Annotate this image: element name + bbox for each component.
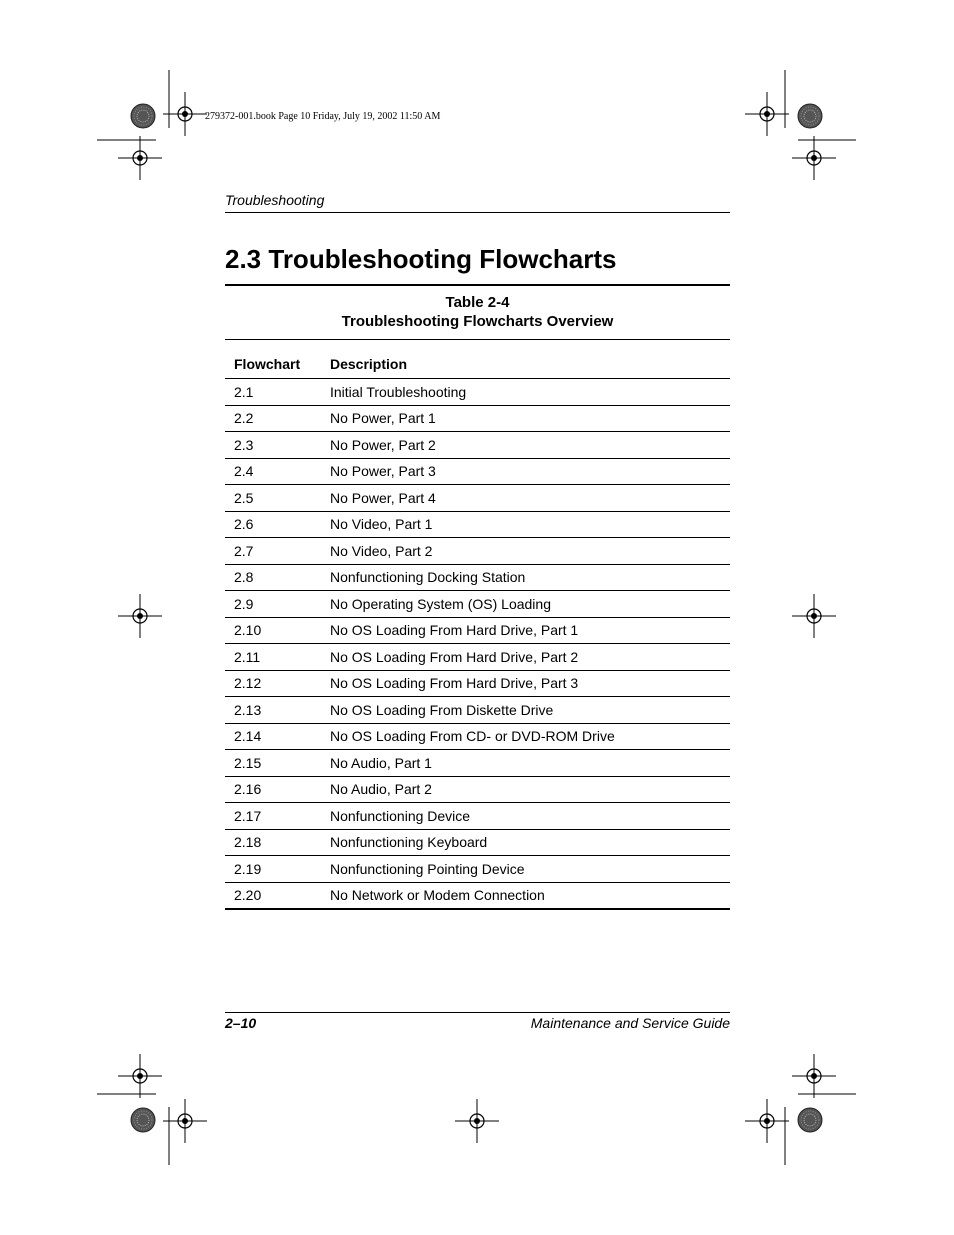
flowchart-description: Nonfunctioning Pointing Device <box>330 856 730 883</box>
page-title: 2.3 Troubleshooting Flowcharts <box>225 244 617 274</box>
table-caption-number: Table 2-4 <box>445 294 510 311</box>
table-row <box>225 670 730 697</box>
table-row <box>225 511 730 538</box>
flowchart-number: 2.10 <box>225 617 330 644</box>
flowchart-description: No OS Loading From Hard Drive, Part 2 <box>330 644 730 671</box>
table-row <box>225 432 730 459</box>
flowchart-number: 2.9 <box>225 591 330 618</box>
flowchart-description: Initial Troubleshooting <box>330 379 730 406</box>
flowchart-description: Nonfunctioning Device <box>330 803 730 830</box>
flowchart-description: No Power, Part 1 <box>330 405 730 432</box>
flowchart-description: No Power, Part 2 <box>330 432 730 459</box>
registration-mark <box>792 594 836 638</box>
flowchart-number: 2.4 <box>225 458 330 485</box>
caption-rule <box>225 339 730 340</box>
flowchart-description: No Operating System (OS) Loading <box>330 591 730 618</box>
registration-mark <box>792 136 836 180</box>
table-row <box>225 485 730 512</box>
flowchart-number: 2.1 <box>225 379 330 406</box>
table-row <box>225 882 730 909</box>
flowchart-number: 2.2 <box>225 405 330 432</box>
table-caption-title: Troubleshooting Flowcharts Overview <box>341 313 614 330</box>
registration-mark <box>163 92 207 136</box>
registration-mark <box>118 136 162 180</box>
column-header-flowchart: Flowchart <box>225 350 330 379</box>
flowchart-description: No OS Loading From Diskette Drive <box>330 697 730 724</box>
table-row <box>225 564 730 591</box>
table-row <box>225 405 730 432</box>
column-header-description: Description <box>330 350 730 379</box>
flowchart-number: 2.5 <box>225 485 330 512</box>
star-target-mark <box>131 104 155 128</box>
table-row <box>225 829 730 856</box>
registration-mark <box>745 92 789 136</box>
flowchart-description: No Power, Part 4 <box>330 485 730 512</box>
table-row <box>225 803 730 830</box>
flowchart-description: No Network or Modem Connection <box>330 882 730 909</box>
table-row <box>225 591 730 618</box>
flowchart-number: 2.14 <box>225 723 330 750</box>
star-target-mark <box>798 1108 822 1132</box>
flowchart-description: Nonfunctioning Keyboard <box>330 829 730 856</box>
flowchart-number: 2.8 <box>225 564 330 591</box>
flowchart-number: 2.7 <box>225 538 330 565</box>
footer-title: Maintenance and Service Guide <box>530 1015 730 1031</box>
flowchart-description: No Video, Part 2 <box>330 538 730 565</box>
flowchart-description: No Power, Part 3 <box>330 458 730 485</box>
registration-mark <box>118 594 162 638</box>
table-row <box>225 723 730 750</box>
flowchart-description: Nonfunctioning Docking Station <box>330 564 730 591</box>
flowchart-number: 2.13 <box>225 697 330 724</box>
table-row <box>225 776 730 803</box>
table-row <box>225 644 730 671</box>
flowchart-description: No Audio, Part 1 <box>330 750 730 777</box>
running-head: Troubleshooting <box>225 192 325 208</box>
registration-mark <box>455 1099 499 1143</box>
flowchart-description: No OS Loading From Hard Drive, Part 3 <box>330 670 730 697</box>
footer-rule <box>225 1012 730 1013</box>
flowchart-number: 2.6 <box>225 511 330 538</box>
header-rule <box>225 212 730 213</box>
title-rule <box>225 284 730 286</box>
flowchart-number: 2.3 <box>225 432 330 459</box>
flowchart-description: No OS Loading From Hard Drive, Part 1 <box>330 617 730 644</box>
star-target-mark <box>798 104 822 128</box>
flowchart-number: 2.15 <box>225 750 330 777</box>
page-number: 2–10 <box>225 1015 257 1031</box>
table-row <box>225 697 730 724</box>
flowchart-number: 2.18 <box>225 829 330 856</box>
flowcharts-table <box>225 350 730 910</box>
flowchart-description: No Video, Part 1 <box>330 511 730 538</box>
flowchart-number: 2.19 <box>225 856 330 883</box>
table-row <box>225 458 730 485</box>
flowchart-description: No OS Loading From CD- or DVD-ROM Drive <box>330 723 730 750</box>
table-row <box>225 856 730 883</box>
flowchart-number: 2.20 <box>225 882 330 909</box>
star-target-mark <box>131 1108 155 1132</box>
registration-mark <box>163 1099 207 1143</box>
registration-mark <box>118 1054 162 1098</box>
flowchart-number: 2.17 <box>225 803 330 830</box>
table-row <box>225 617 730 644</box>
flowchart-description: No Audio, Part 2 <box>330 776 730 803</box>
table-row <box>225 379 730 406</box>
registration-mark <box>745 1099 789 1143</box>
table-body <box>225 379 730 910</box>
table-row <box>225 750 730 777</box>
registration-mark <box>792 1054 836 1098</box>
table-row <box>225 538 730 565</box>
flowchart-number: 2.16 <box>225 776 330 803</box>
flowchart-number: 2.12 <box>225 670 330 697</box>
table-caption <box>225 293 730 331</box>
flowchart-number: 2.11 <box>225 644 330 671</box>
print-slug: 279372-001.book Page 10 Friday, July 19, 2002 11:50 AM <box>205 111 441 122</box>
table-header-row <box>225 350 730 379</box>
